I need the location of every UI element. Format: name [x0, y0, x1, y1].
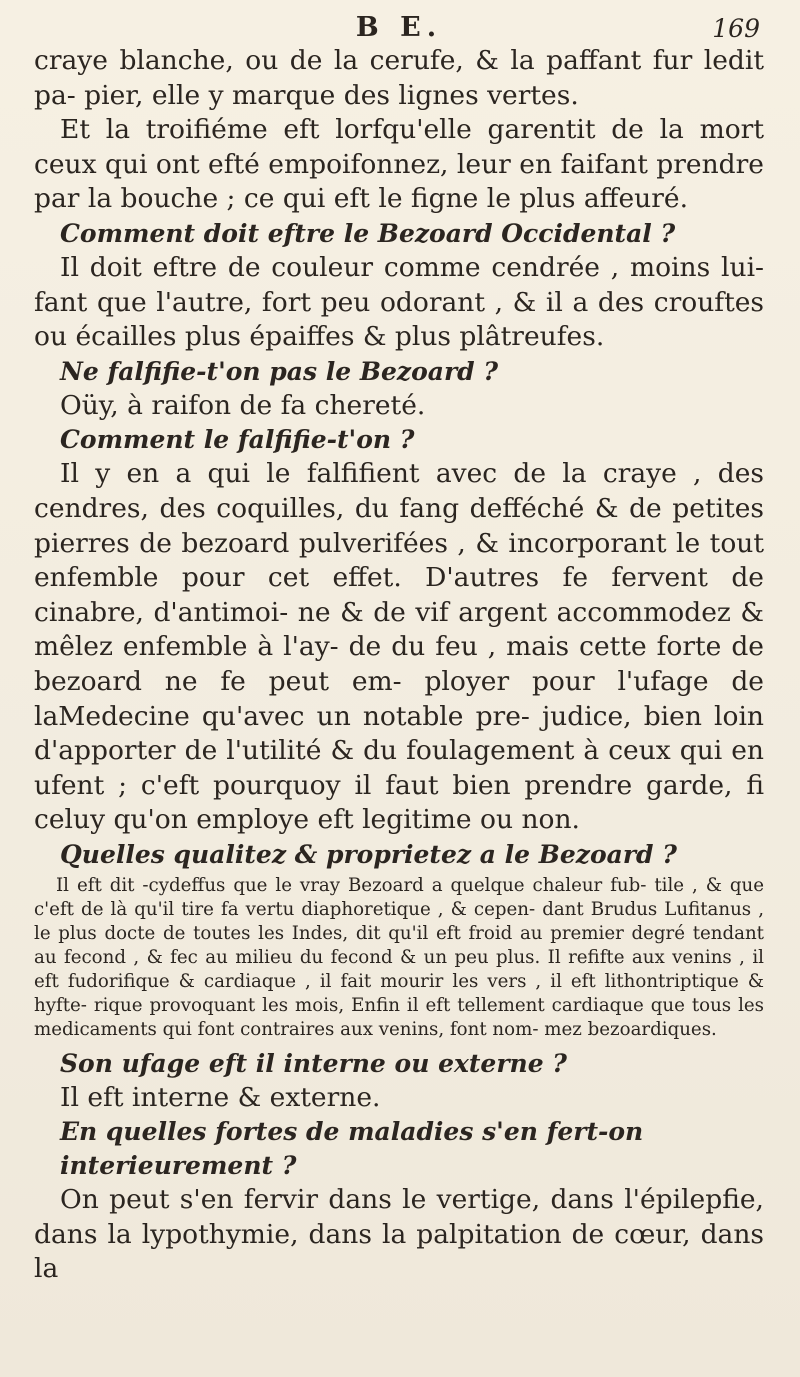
question-heading: Son ufage eft il interne ou externe ?: [60, 1048, 567, 1078]
paragraph-third-sign: Et la troifiéme eft lorfqu'elle garentit de la mort ceux qui ont efté empoifonnez, leur en faifant prendre par la bouche ; ce qui eft le figne le plus affeuré.: [34, 114, 764, 215]
answer-paragraph: On peut s'en fervir dans le vertige, dans l'épilepfie, dans la lypothymie, dans la palpitation de cœur, dans la: [34, 1184, 764, 1285]
small-print-answer: Il eft dit -cydeffus que le vray Bezoard a quelque chaleur fub- tile , & que c'eft de là qu'il tire fa vertu diaphoretique , & cepen- dant Brudus Lufitanus , le plus docte de toutes les Indes, dit qu'il eft froid au premier degré tendant au fecond , & fec au milieu du fecond & un peu plus. Il refifte aux venins , il eft fudorifique & cardiaque , il fait mourir les vers , il eft lithontriptique & hyfte- rique provoquant les mois, Enfin il eft tellement cardiaque que tous les medicaments qui font contraires aux venins, font nom- mez bezoardiques.: [34, 874, 764, 1041]
page-number: 169: [712, 14, 760, 43]
answer-paragraph: Il eft interne & externe.: [60, 1081, 381, 1113]
question-heading: Comment le falfifie-t'on ?: [60, 425, 415, 455]
running-head: [34, 10, 764, 44]
question-heading: En quelles fortes de maladies s'en fert-on interieurement ?: [60, 1117, 644, 1181]
answer-paragraph: Il doit eftre de couleur comme cendrée , moins lui- fant que l'autre, fort peu odorant , & il a des crouftes ou écailles plus épaiffes & plus plâtreufes.: [34, 251, 764, 353]
question-heading: Ne falfifie-t'on pas le Bezoard ?: [60, 356, 498, 386]
question-heading: Quelles qualitez & proprietez a le Bezoard ?: [60, 839, 677, 869]
question-heading: Comment doit eftre le Bezoard Occidental ?: [60, 218, 676, 248]
paragraph-continued: craye blanche, ou de la cerufe, & la paffant fur ledit pa- pier, elle y marque des lignes vertes.: [34, 45, 764, 111]
running-headword: B E.: [355, 12, 443, 43]
answer-paragraph: Oüy, à raifon de fa chereté.: [60, 389, 426, 421]
answer-paragraph: Il y en a qui le falfifient avec de la craye , des cendres, des coquilles, du fang defféché & de petites pierres de bezoard pulverifées , & incorporant le tout enfemble pour cet effet. D'autres fe fervent de cinabre, d'antimoi- ne & de vif argent accommodez & mêlez enfemble à l'ay- de du feu , mais cette forte de bezoard ne fe peut em- ployer pour l'ufage de laMedecine qu'avec un notable pre- judice, bien loin d'apporter de l'utilité & du foulagement à ceux qui en ufent ; c'eft pourquoy il faut bien prendre garde, fi celuy qu'on employe eft legitime ou non.: [34, 458, 764, 836]
